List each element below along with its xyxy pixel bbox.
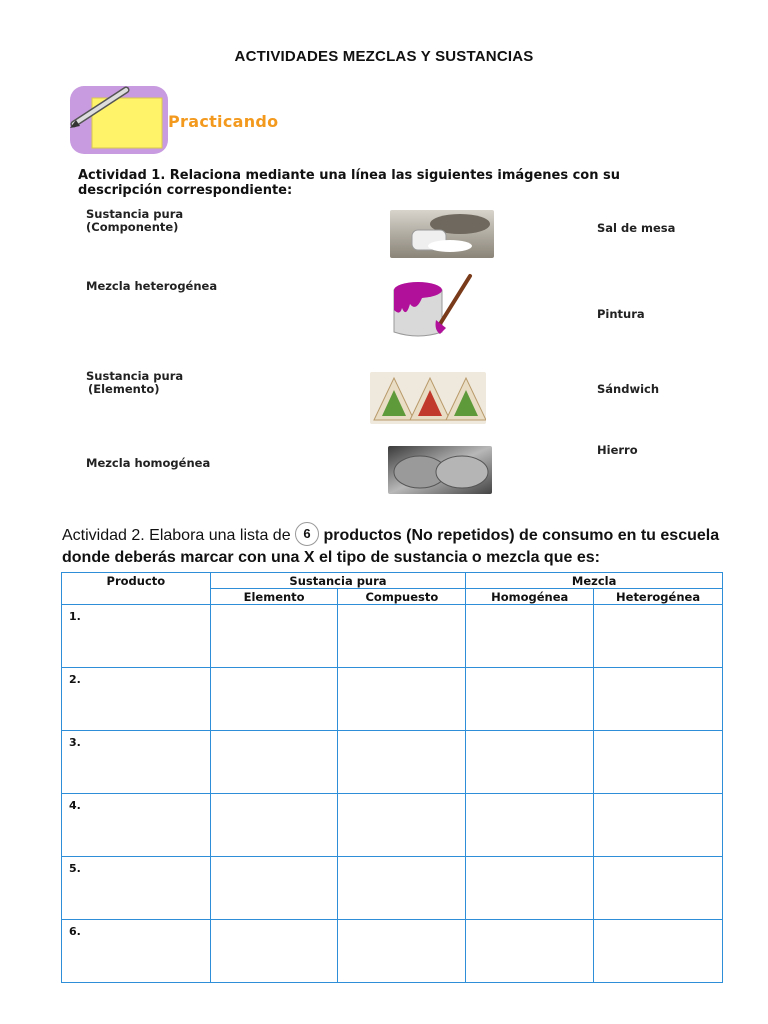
- activity2-heading-start: Actividad 2. Elabora una lista de: [62, 527, 291, 545]
- right-label-hierro: Hierro: [597, 443, 638, 457]
- row-number: 5.: [62, 857, 211, 920]
- left-label-elemento: (Elemento): [88, 382, 160, 396]
- cell-homogenea[interactable]: [466, 731, 594, 794]
- cell-compuesto[interactable]: [338, 605, 466, 668]
- right-label-sal-de-mesa: Sal de mesa: [597, 221, 676, 235]
- products-table: [61, 572, 723, 983]
- table-row: [62, 794, 723, 857]
- cell-homogenea[interactable]: [466, 668, 594, 731]
- table-row: [62, 920, 723, 983]
- cell-heterogenea[interactable]: [594, 920, 723, 983]
- cell-homogenea[interactable]: [466, 857, 594, 920]
- header-producto: Producto: [62, 573, 211, 605]
- table-row: [62, 668, 723, 731]
- row-number: 3.: [62, 731, 211, 794]
- cell-compuesto[interactable]: [338, 794, 466, 857]
- cell-compuesto[interactable]: [338, 857, 466, 920]
- left-label-sustancia-pura-1: Sustancia pura: [86, 207, 184, 221]
- cell-heterogenea[interactable]: [594, 857, 723, 920]
- cell-elemento[interactable]: [210, 731, 338, 794]
- left-label-mezcla-heterogenea: Mezcla heterogénea: [86, 279, 218, 293]
- cell-compuesto[interactable]: [338, 668, 466, 731]
- cell-heterogenea[interactable]: [594, 605, 723, 668]
- sandwich-image: [370, 372, 486, 424]
- subheader-compuesto: Compuesto: [338, 589, 466, 605]
- metal-image: [388, 446, 492, 494]
- table-row: [62, 731, 723, 794]
- cell-compuesto[interactable]: [338, 920, 466, 983]
- subheader-homogenea: Homogénea: [466, 589, 594, 605]
- count-circle: 6: [295, 522, 319, 546]
- banner-title: Practicando: [168, 112, 279, 131]
- cell-heterogenea[interactable]: [594, 668, 723, 731]
- cell-elemento[interactable]: [210, 794, 338, 857]
- activity2-heading: [62, 524, 724, 567]
- activity1-heading: Actividad 1. Relaciona mediante una línea las siguientes imágenes con su descripción correspondiente:: [78, 168, 621, 198]
- left-label-componente: (Componente): [86, 220, 179, 234]
- header-mezcla: Mezcla: [466, 573, 723, 589]
- cell-elemento[interactable]: [210, 857, 338, 920]
- row-number: 1.: [62, 605, 211, 668]
- cell-elemento[interactable]: [210, 668, 338, 731]
- row-number: 6.: [62, 920, 211, 983]
- paint-can-image: [388, 272, 476, 340]
- cell-homogenea[interactable]: [466, 605, 594, 668]
- left-label-mezcla-homogenea: Mezcla homogénea: [86, 456, 211, 470]
- subheader-elemento: Elemento: [210, 589, 338, 605]
- cell-homogenea[interactable]: [466, 794, 594, 857]
- right-label-pintura: Pintura: [597, 307, 645, 321]
- table-row: [62, 605, 723, 668]
- cell-compuesto[interactable]: [338, 731, 466, 794]
- cell-elemento[interactable]: [210, 605, 338, 668]
- table-row: [62, 857, 723, 920]
- activity2-heading-end: productos (No repetidos) de consumo en tu escuela donde deberás marcar con una X el tipo de sustancia o mezcla que es:: [62, 527, 720, 566]
- page-title: ACTIVIDADES MEZCLAS Y SUSTANCIAS: [234, 48, 534, 65]
- row-number: 2.: [62, 668, 211, 731]
- cell-elemento[interactable]: [210, 920, 338, 983]
- cell-heterogenea[interactable]: [594, 794, 723, 857]
- left-label-sustancia-pura-2: Sustancia pura: [86, 369, 184, 383]
- salt-shaker-image: [390, 210, 494, 258]
- cell-heterogenea[interactable]: [594, 731, 723, 794]
- header-sustancia-pura: Sustancia pura: [210, 573, 466, 589]
- right-label-sandwich: Sándwich: [597, 382, 660, 396]
- row-number: 4.: [62, 794, 211, 857]
- cell-homogenea[interactable]: [466, 920, 594, 983]
- subheader-heterogenea: Heterogénea: [594, 589, 723, 605]
